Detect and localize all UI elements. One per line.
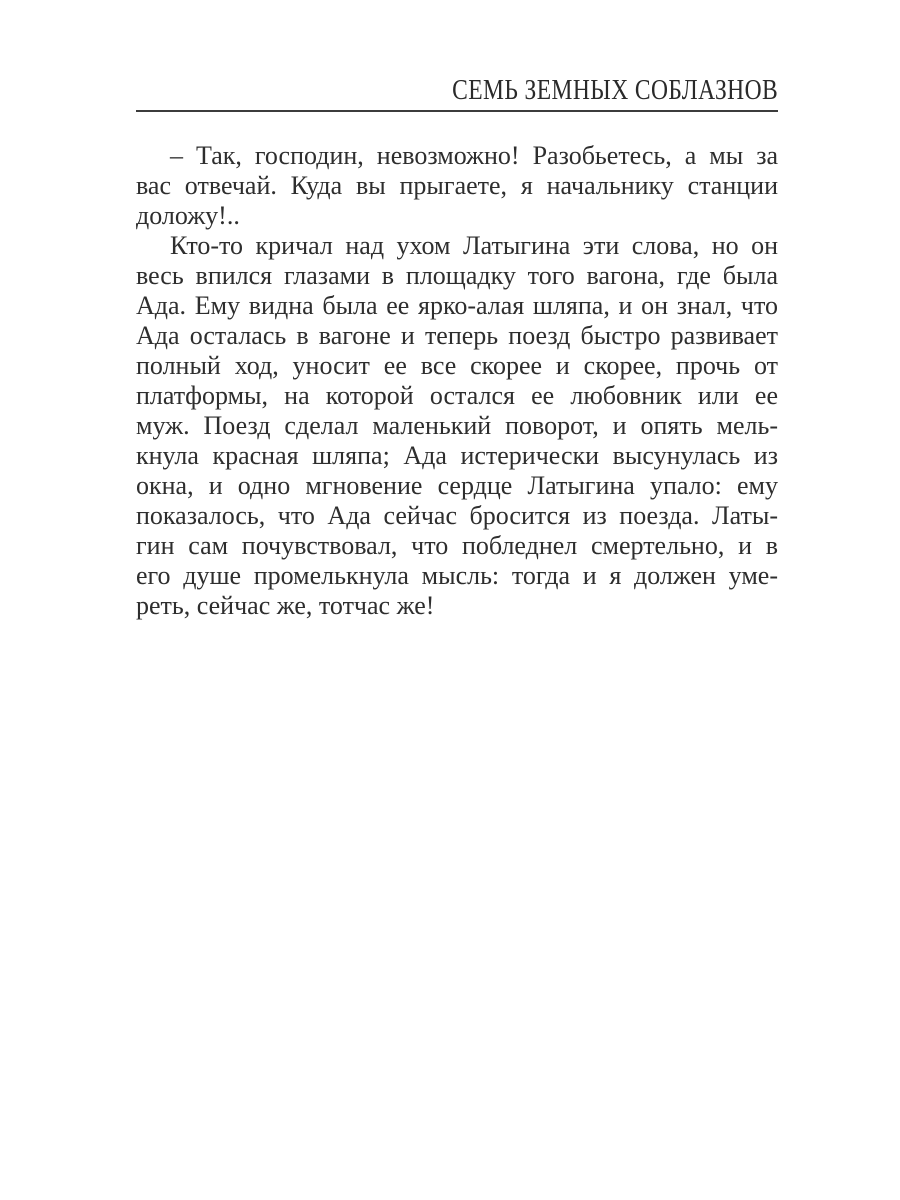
running-header (136, 76, 778, 110)
text-line: муж. Поезд сделал маленький поворот, и опять мель- (136, 411, 778, 440)
text-line: окна, и одно мгновение сердце Латыгина упало: ему (136, 471, 778, 500)
text-line: Кто-то кричал над ухом Латыгина эти слова, но он (170, 231, 778, 260)
text-line: платформы, на которой остался ее любовник или ее (136, 381, 778, 410)
header-rule (136, 110, 778, 112)
text-line: реть, сейчас же, тотчас же! (136, 591, 435, 620)
text-line: его душе промелькнула мысль: тогда и я должен уме- (136, 561, 778, 590)
text-line: вас отвечай. Куда вы прыгаете, я начальнику станции (136, 171, 778, 200)
paragraph (136, 231, 778, 621)
text-line: Ада осталась в вагоне и теперь поезд быстро развивает (136, 321, 778, 350)
text-line: – Так, господин, невозможно! Разобьетесь, а мы за (170, 141, 778, 170)
body-text (136, 141, 778, 621)
text-line: кнула красная шляпа; Ада истерически высунулась из (136, 441, 778, 470)
text-line: Ада. Ему видна была ее ярко-алая шляпа, и он знал, что (136, 291, 778, 320)
running-header-title: СЕМЬ ЗЕМНЫХ СОБЛАЗНОВ (452, 75, 778, 106)
paragraph (136, 141, 778, 231)
text-line: весь впился глазами в площадку того вагона, где была (136, 261, 778, 290)
text-line: показалось, что Ада сейчас бросится из поезда. Латы- (136, 501, 778, 530)
text-line: полный ход, уносит ее все скорее и скорее, прочь от (136, 351, 778, 380)
text-column (136, 76, 778, 621)
text-line: гин сам почувствовал, что побледнел смертельно, и в (136, 531, 778, 560)
text-line: доложу!.. (136, 201, 240, 230)
